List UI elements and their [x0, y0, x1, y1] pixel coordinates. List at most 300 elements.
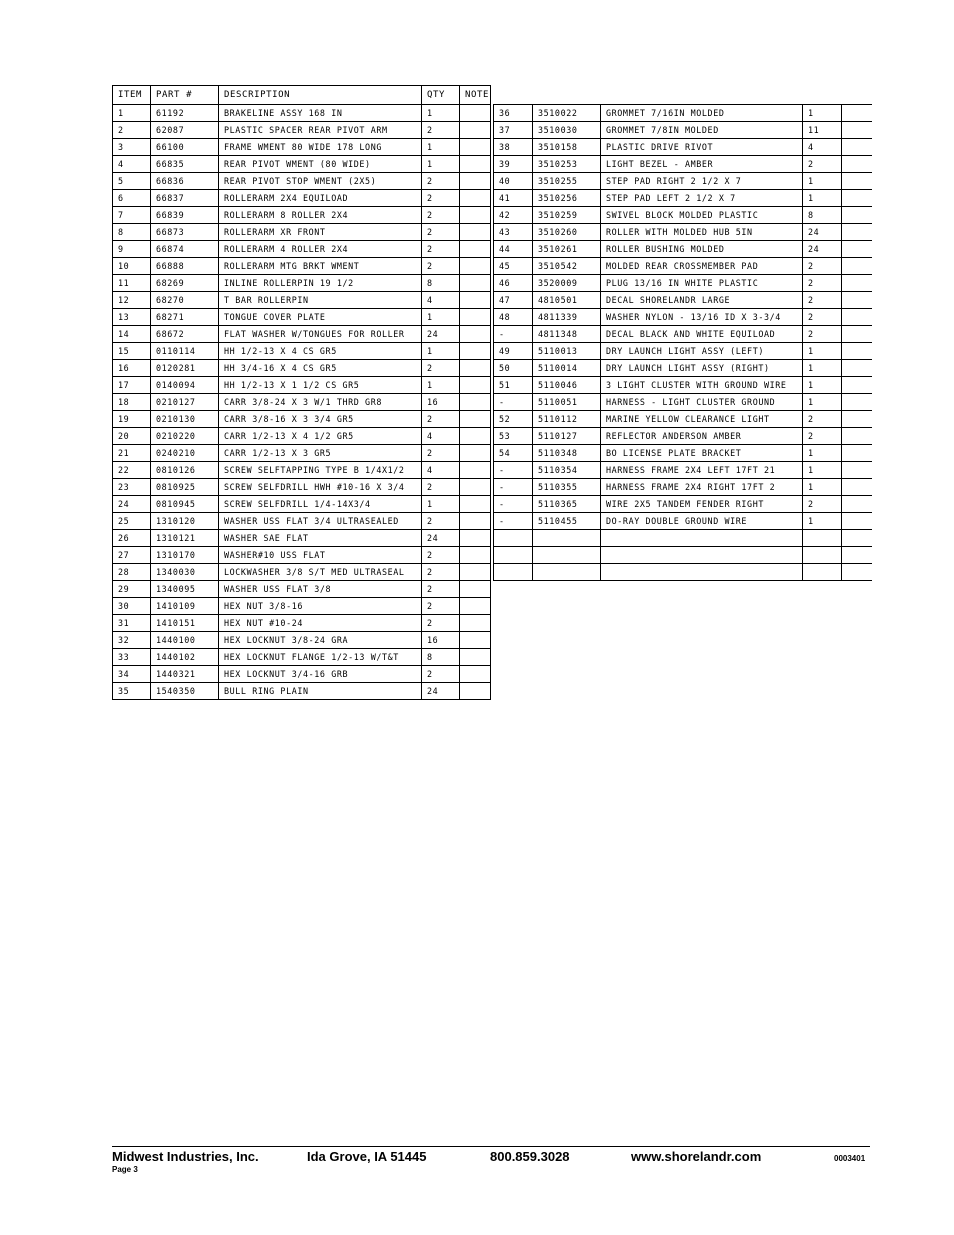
cell-qty: 8	[422, 649, 460, 666]
cell-part-number: 3510255	[533, 173, 601, 190]
table-row	[494, 411, 872, 428]
cell-part-number: 62087	[151, 122, 219, 139]
cell-note	[842, 326, 872, 343]
cell-item: 48	[494, 309, 533, 326]
cell-description: ROLLERARM 2X4 EQUILOAD	[219, 190, 422, 207]
cell-description: STEP PAD LEFT 2 1/2 X 7	[601, 190, 803, 207]
cell-qty: 1	[422, 309, 460, 326]
footer-doc-number: 0003401	[834, 1154, 866, 1163]
cell-part-number: 1440321	[151, 666, 219, 683]
cell-qty: 2	[422, 258, 460, 275]
cell-part-number	[533, 564, 601, 581]
cell-note	[460, 683, 491, 700]
table-row	[113, 156, 491, 173]
cell-note	[460, 479, 491, 496]
cell-qty: 2	[422, 547, 460, 564]
cell-description	[601, 547, 803, 564]
table-row	[113, 241, 491, 258]
table-row	[113, 564, 491, 581]
cell-part-number: 0240210	[151, 445, 219, 462]
footer-city: Ida Grove, IA 51445	[307, 1149, 427, 1164]
cell-note	[460, 394, 491, 411]
cell-qty: 1	[803, 377, 842, 394]
cell-part-number: 5110112	[533, 411, 601, 428]
cell-description: CARR 3/8-24 X 3 W/1 THRD GR8	[219, 394, 422, 411]
table-row	[113, 343, 491, 360]
cell-description: DRY LAUNCH LIGHT ASSY (RIGHT)	[601, 360, 803, 377]
cell-qty: 2	[422, 411, 460, 428]
cell-item: 54	[494, 445, 533, 462]
cell-qty: 1	[803, 190, 842, 207]
cell-item: 39	[494, 156, 533, 173]
table-row	[113, 207, 491, 224]
cell-description: TONGUE COVER PLATE	[219, 309, 422, 326]
cell-part-number: 1310120	[151, 513, 219, 530]
cell-qty: 2	[803, 275, 842, 292]
cell-note	[460, 530, 491, 547]
cell-note	[842, 513, 872, 530]
cell-description: HEX LOCKNUT FLANGE 1/2-13 W/T&T	[219, 649, 422, 666]
cell-description: PLASTIC SPACER REAR PIVOT ARM	[219, 122, 422, 139]
cell-description: ROLLER BUSHING MOLDED	[601, 241, 803, 258]
cell-part-number: 66873	[151, 224, 219, 241]
cell-description: HEX NUT #10-24	[219, 615, 422, 632]
table-row	[494, 530, 872, 547]
cell-qty: 2	[422, 666, 460, 683]
cell-item: 11	[113, 275, 151, 292]
cell-description: HARNESS FRAME 2X4 RIGHT 17FT 2	[601, 479, 803, 496]
cell-item: 28	[113, 564, 151, 581]
cell-item: 2	[113, 122, 151, 139]
cell-part-number: 3510261	[533, 241, 601, 258]
table-row	[113, 258, 491, 275]
cell-part-number: 5110014	[533, 360, 601, 377]
cell-note	[460, 377, 491, 394]
footer-company-name: Midwest Industries, Inc.	[112, 1149, 259, 1164]
table-row	[113, 632, 491, 649]
cell-description: LOCKWASHER 3/8 S/T MED ULTRASEAL	[219, 564, 422, 581]
cell-description: REFLECTOR ANDERSON AMBER	[601, 428, 803, 445]
cell-item: 45	[494, 258, 533, 275]
cell-part-number	[533, 547, 601, 564]
cell-qty: 4	[803, 139, 842, 156]
cell-item	[494, 530, 533, 547]
cell-note	[842, 190, 872, 207]
cell-part-number: 4811339	[533, 309, 601, 326]
cell-description: HARNESS - LIGHT CLUSTER GROUND	[601, 394, 803, 411]
cell-note	[842, 275, 872, 292]
cell-part-number: 0810126	[151, 462, 219, 479]
cell-note	[842, 224, 872, 241]
cell-qty: 2	[422, 581, 460, 598]
footer-website: www.shorelandr.com	[631, 1149, 762, 1164]
table-row	[494, 564, 872, 581]
cell-part-number: 1410109	[151, 598, 219, 615]
cell-part-number: 3510253	[533, 156, 601, 173]
cell-note	[842, 411, 872, 428]
table-row	[113, 173, 491, 190]
table-row	[494, 547, 872, 564]
cell-qty: 2	[422, 190, 460, 207]
table-row	[494, 445, 872, 462]
cell-qty: 2	[422, 207, 460, 224]
cell-part-number: 3520009	[533, 275, 601, 292]
cell-description: HH 3/4-16 X 4 CS GR5	[219, 360, 422, 377]
cell-description: CARR 1/2-13 X 4 1/2 GR5	[219, 428, 422, 445]
table-row	[113, 292, 491, 309]
cell-note	[842, 496, 872, 513]
cell-note	[842, 292, 872, 309]
cell-note	[842, 360, 872, 377]
cell-qty: 1	[422, 343, 460, 360]
cell-item: 30	[113, 598, 151, 615]
cell-note	[460, 241, 491, 258]
cell-note	[842, 241, 872, 258]
cell-item: 34	[113, 666, 151, 683]
cell-qty: 2	[422, 479, 460, 496]
cell-qty: 1	[422, 139, 460, 156]
cell-item: 53	[494, 428, 533, 445]
table-row	[113, 598, 491, 615]
cell-item: 37	[494, 122, 533, 139]
cell-part-number: 5110046	[533, 377, 601, 394]
header-part-number: PART #	[151, 86, 219, 105]
cell-part-number: 3510542	[533, 258, 601, 275]
cell-item: 6	[113, 190, 151, 207]
cell-item: 1	[113, 105, 151, 122]
cell-description: WIRE 2X5 TANDEM FENDER RIGHT	[601, 496, 803, 513]
cell-note	[460, 445, 491, 462]
cell-item: 46	[494, 275, 533, 292]
cell-item: 3	[113, 139, 151, 156]
cell-note	[460, 632, 491, 649]
cell-note	[460, 309, 491, 326]
cell-item: 20	[113, 428, 151, 445]
cell-description: FLAT WASHER W/TONGUES FOR ROLLER	[219, 326, 422, 343]
cell-item: 43	[494, 224, 533, 241]
cell-description: BRAKELINE ASSY 168 IN	[219, 105, 422, 122]
cell-item: 33	[113, 649, 151, 666]
cell-description: SWIVEL BLOCK MOLDED PLASTIC	[601, 207, 803, 224]
cell-qty: 1	[422, 496, 460, 513]
cell-description: ROLLER WITH MOLDED HUB 5IN	[601, 224, 803, 241]
cell-description: WASHER USS FLAT 3/4 ULTRASEALED	[219, 513, 422, 530]
table-row	[113, 224, 491, 241]
cell-note	[460, 173, 491, 190]
cell-item: 26	[113, 530, 151, 547]
cell-note	[460, 513, 491, 530]
cell-part-number: 0810925	[151, 479, 219, 496]
cell-description: DECAL SHORELANDR LARGE	[601, 292, 803, 309]
cell-qty: 24	[803, 241, 842, 258]
cell-description: WASHER#10 USS FLAT	[219, 547, 422, 564]
table-row	[494, 190, 872, 207]
table-row	[494, 326, 872, 343]
cell-qty: 2	[803, 292, 842, 309]
table-row	[494, 394, 872, 411]
cell-part-number: 0140094	[151, 377, 219, 394]
table-row	[113, 122, 491, 139]
cell-part-number: 66837	[151, 190, 219, 207]
cell-note	[842, 377, 872, 394]
cell-part-number: 5110365	[533, 496, 601, 513]
cell-qty: 2	[803, 411, 842, 428]
cell-part-number: 66874	[151, 241, 219, 258]
table-row	[113, 513, 491, 530]
table-header-row	[113, 86, 491, 105]
cell-description: ROLLERARM 8 ROLLER 2X4	[219, 207, 422, 224]
cell-part-number: 61192	[151, 105, 219, 122]
cell-part-number: 0810945	[151, 496, 219, 513]
table-row	[113, 309, 491, 326]
cell-description: BULL RING PLAIN	[219, 683, 422, 700]
cell-part-number: 3510260	[533, 224, 601, 241]
cell-item: 19	[113, 411, 151, 428]
cell-item	[494, 547, 533, 564]
cell-note	[460, 156, 491, 173]
cell-description: HARNESS FRAME 2X4 LEFT 17FT 21	[601, 462, 803, 479]
cell-part-number: 1540350	[151, 683, 219, 700]
cell-description: DO-RAY DOUBLE GROUND WIRE	[601, 513, 803, 530]
cell-note	[460, 666, 491, 683]
cell-item: -	[494, 496, 533, 513]
cell-note	[460, 275, 491, 292]
cell-description: INLINE ROLLERPIN 19 1/2	[219, 275, 422, 292]
cell-note	[460, 343, 491, 360]
cell-note	[460, 326, 491, 343]
cell-description: ROLLERARM 4 ROLLER 2X4	[219, 241, 422, 258]
cell-item: 15	[113, 343, 151, 360]
table-row	[494, 241, 872, 258]
table-row	[494, 513, 872, 530]
cell-part-number: 3510030	[533, 122, 601, 139]
cell-qty: 2	[803, 326, 842, 343]
cell-part-number: 3510022	[533, 105, 601, 122]
table-row	[494, 462, 872, 479]
cell-item: -	[494, 479, 533, 496]
cell-description: REAR PIVOT WMENT (80 WIDE)	[219, 156, 422, 173]
cell-qty: 24	[803, 224, 842, 241]
cell-part-number: 0210127	[151, 394, 219, 411]
footer-page-number: Page 3	[112, 1165, 138, 1174]
cell-item: 23	[113, 479, 151, 496]
cell-qty: 4	[422, 428, 460, 445]
cell-item: 41	[494, 190, 533, 207]
table-row	[494, 360, 872, 377]
cell-description: CARR 3/8-16 X 3 3/4 GR5	[219, 411, 422, 428]
header-qty: QTY	[422, 86, 460, 105]
table-row	[113, 666, 491, 683]
cell-item: 49	[494, 343, 533, 360]
cell-note	[842, 462, 872, 479]
cell-qty: 2	[803, 309, 842, 326]
cell-description: HEX NUT 3/8-16	[219, 598, 422, 615]
cell-note	[460, 496, 491, 513]
cell-note	[460, 598, 491, 615]
cell-part-number: 1440102	[151, 649, 219, 666]
cell-qty: 2	[422, 513, 460, 530]
table-row	[113, 360, 491, 377]
cell-description: MOLDED REAR CROSSMEMBER PAD	[601, 258, 803, 275]
cell-part-number: 1410151	[151, 615, 219, 632]
cell-item: 17	[113, 377, 151, 394]
cell-qty: 16	[422, 632, 460, 649]
cell-item: 21	[113, 445, 151, 462]
table-row	[113, 683, 491, 700]
cell-description: WASHER SAE FLAT	[219, 530, 422, 547]
table-row	[494, 156, 872, 173]
cell-description: SCREW SELFDRILL HWH #10-16 X 3/4	[219, 479, 422, 496]
cell-item: 31	[113, 615, 151, 632]
cell-part-number: 66835	[151, 156, 219, 173]
cell-part-number: 5110348	[533, 445, 601, 462]
cell-qty: 1	[803, 343, 842, 360]
table-row	[494, 207, 872, 224]
cell-part-number: 66839	[151, 207, 219, 224]
cell-description: REAR PIVOT STOP WMENT (2X5)	[219, 173, 422, 190]
cell-description: STEP PAD RIGHT 2 1/2 X 7	[601, 173, 803, 190]
cell-item: 29	[113, 581, 151, 598]
cell-qty: 2	[422, 224, 460, 241]
cell-part-number: 1310170	[151, 547, 219, 564]
cell-part-number: 0210220	[151, 428, 219, 445]
cell-qty: 2	[422, 598, 460, 615]
cell-item: 32	[113, 632, 151, 649]
cell-note	[460, 564, 491, 581]
table-row	[113, 275, 491, 292]
cell-part-number: 68270	[151, 292, 219, 309]
cell-note	[460, 139, 491, 156]
cell-part-number: 1340030	[151, 564, 219, 581]
cell-item: 40	[494, 173, 533, 190]
cell-note	[460, 462, 491, 479]
cell-item: 13	[113, 309, 151, 326]
cell-description: HH 1/2-13 X 4 CS GR5	[219, 343, 422, 360]
cell-part-number: 66100	[151, 139, 219, 156]
cell-qty	[803, 547, 842, 564]
table-row	[494, 428, 872, 445]
cell-description: FRAME WMENT 80 WIDE 178 LONG	[219, 139, 422, 156]
cell-item: 38	[494, 139, 533, 156]
table-row	[113, 479, 491, 496]
cell-description: CARR 1/2-13 X 3 GR5	[219, 445, 422, 462]
cell-note	[460, 224, 491, 241]
cell-note	[842, 122, 872, 139]
cell-note	[842, 394, 872, 411]
cell-note	[460, 411, 491, 428]
cell-item: 47	[494, 292, 533, 309]
cell-qty: 11	[803, 122, 842, 139]
cell-part-number: 5110013	[533, 343, 601, 360]
cell-note	[842, 258, 872, 275]
cell-description: GROMMET 7/16IN MOLDED	[601, 105, 803, 122]
cell-description	[601, 564, 803, 581]
cell-note	[460, 258, 491, 275]
table-row	[494, 343, 872, 360]
cell-part-number: 1310121	[151, 530, 219, 547]
cell-description: GROMMET 7/8IN MOLDED	[601, 122, 803, 139]
cell-description: MARINE YELLOW CLEARANCE LIGHT	[601, 411, 803, 428]
table-row	[113, 394, 491, 411]
table-row	[494, 105, 872, 122]
parts-table-right	[493, 104, 872, 581]
cell-part-number: 1440100	[151, 632, 219, 649]
cell-note	[460, 615, 491, 632]
cell-qty: 24	[422, 530, 460, 547]
cell-note	[842, 173, 872, 190]
cell-qty: 2	[803, 496, 842, 513]
cell-qty: 1	[803, 445, 842, 462]
cell-description: SCREW SELFTAPPING TYPE B 1/4X1/2	[219, 462, 422, 479]
parts-table-left	[112, 85, 491, 700]
cell-description: 3 LIGHT CLUSTER WITH GROUND WIRE	[601, 377, 803, 394]
cell-part-number: 5110455	[533, 513, 601, 530]
cell-note	[460, 547, 491, 564]
table-row	[113, 428, 491, 445]
table-row	[113, 530, 491, 547]
table-row	[113, 547, 491, 564]
cell-note	[460, 207, 491, 224]
cell-item: -	[494, 513, 533, 530]
cell-note	[842, 343, 872, 360]
cell-item: 35	[113, 683, 151, 700]
cell-note	[842, 156, 872, 173]
cell-qty: 2	[803, 258, 842, 275]
cell-description: DECAL BLACK AND WHITE EQUILOAD	[601, 326, 803, 343]
table-row	[494, 292, 872, 309]
cell-qty: 2	[422, 122, 460, 139]
cell-item: 50	[494, 360, 533, 377]
cell-note	[460, 581, 491, 598]
cell-part-number: 0110114	[151, 343, 219, 360]
cell-qty: 1	[422, 377, 460, 394]
cell-part-number: 3510158	[533, 139, 601, 156]
table-row	[113, 377, 491, 394]
table-row	[113, 462, 491, 479]
cell-qty: 24	[422, 326, 460, 343]
cell-item: 36	[494, 105, 533, 122]
table-row	[113, 190, 491, 207]
cell-description: T BAR ROLLERPIN	[219, 292, 422, 309]
cell-description: LIGHT BEZEL - AMBER	[601, 156, 803, 173]
cell-note	[842, 564, 872, 581]
cell-description: WASHER USS FLAT 3/8	[219, 581, 422, 598]
cell-qty: 1	[803, 513, 842, 530]
table-row	[494, 258, 872, 275]
cell-item: -	[494, 394, 533, 411]
cell-note	[460, 292, 491, 309]
table-row	[113, 326, 491, 343]
cell-note	[842, 309, 872, 326]
cell-qty: 2	[422, 564, 460, 581]
cell-description: HEX LOCKNUT 3/8-24 GRA	[219, 632, 422, 649]
header-note: NOTE	[460, 86, 491, 105]
cell-note	[842, 139, 872, 156]
table-row	[494, 275, 872, 292]
cell-part-number: 4811348	[533, 326, 601, 343]
cell-item	[494, 564, 533, 581]
table-row	[113, 649, 491, 666]
cell-qty: 2	[803, 156, 842, 173]
cell-qty: 24	[422, 683, 460, 700]
cell-note	[842, 530, 872, 547]
cell-item: 44	[494, 241, 533, 258]
cell-item: 8	[113, 224, 151, 241]
cell-description: BO LICENSE PLATE BRACKET	[601, 445, 803, 462]
cell-part-number: 5110127	[533, 428, 601, 445]
cell-qty: 4	[422, 462, 460, 479]
cell-qty	[803, 564, 842, 581]
